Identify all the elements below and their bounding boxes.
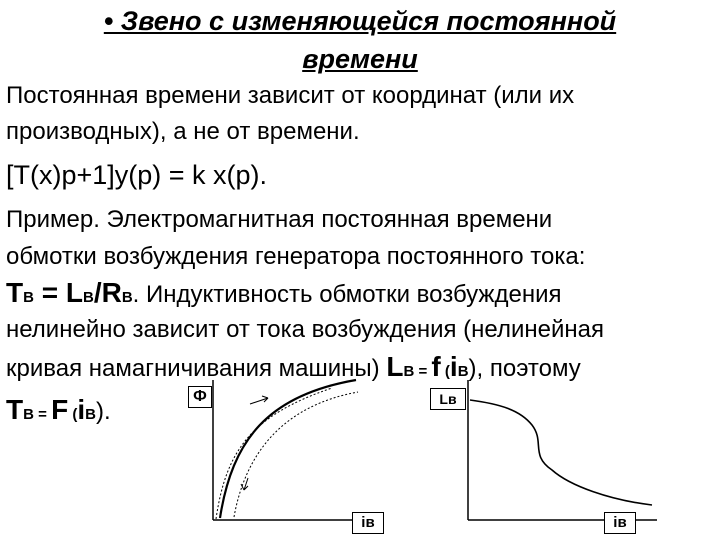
graph1-main-curve xyxy=(220,380,356,518)
line-5-end: ), поэтому xyxy=(468,355,581,382)
tb-symbol-2: T xyxy=(6,394,24,425)
graph2-inductance-curve xyxy=(470,400,652,505)
equals-sign-2: = xyxy=(414,363,432,380)
line-5-start: кривая намагничивания машины) xyxy=(6,355,387,382)
F-symbol: F xyxy=(51,394,69,425)
lb-subscript: В xyxy=(82,289,94,306)
i-subscript-2: В xyxy=(85,406,96,423)
equals-sign: = xyxy=(33,277,66,308)
graph-magnetization xyxy=(213,380,375,520)
line-3-rest: . Индуктивность обмотки возбуждения xyxy=(132,281,562,308)
tb-subscript: В xyxy=(23,289,34,306)
equals-sign-3: = xyxy=(33,406,52,423)
graph-inductance xyxy=(468,380,657,520)
lb-subscript-2: В xyxy=(403,363,415,380)
tb-symbol: T xyxy=(6,277,24,308)
paragraph-1-line-1: Постоянная времени зависит от координат (или их xyxy=(6,82,575,109)
lb-symbol-2: L xyxy=(386,351,404,382)
rb-symbol: /R xyxy=(93,277,122,308)
paragraph-2-line-2: обмотки возбуждения генератора постоянного тока: xyxy=(6,243,586,270)
rb-subscript: В xyxy=(121,289,133,306)
paragraph-2-line-4: нелинейно зависит от тока возбуждения (нелинейная xyxy=(6,316,604,343)
graph1-ylabel: Ф xyxy=(188,386,212,408)
i-symbol: i xyxy=(449,351,458,382)
i-symbol-2: i xyxy=(77,394,86,425)
graph1-arrow-down xyxy=(241,478,248,490)
graph1-xlabel: iв xyxy=(352,512,384,534)
paren-open: ( xyxy=(440,363,450,380)
f-symbol: f xyxy=(431,351,441,382)
paren-open-2: ( xyxy=(68,406,78,423)
graph1-dotted-curve-lower xyxy=(234,392,358,517)
graph1-dotted-curve-upper xyxy=(216,388,332,519)
graph2-xlabel: iв xyxy=(604,512,636,534)
paragraph-2-line-1: Пример. Электромагнитная постоянная времени xyxy=(6,206,553,233)
line-6-end: ). xyxy=(95,398,111,425)
title-line-2: времени xyxy=(302,44,418,74)
tb-subscript-2: В xyxy=(23,406,34,423)
graph2-ylabel: Lв xyxy=(430,388,466,410)
title-line-1: • Звено с изменяющейся постоянной xyxy=(103,6,617,36)
formula-transfer: [T(x)p+1]y(p) = k x(p). xyxy=(6,160,268,190)
paragraph-1-line-2: производных), а не от времени. xyxy=(6,118,360,145)
lb-symbol: L xyxy=(65,277,83,308)
i-subscript: В xyxy=(457,363,469,380)
